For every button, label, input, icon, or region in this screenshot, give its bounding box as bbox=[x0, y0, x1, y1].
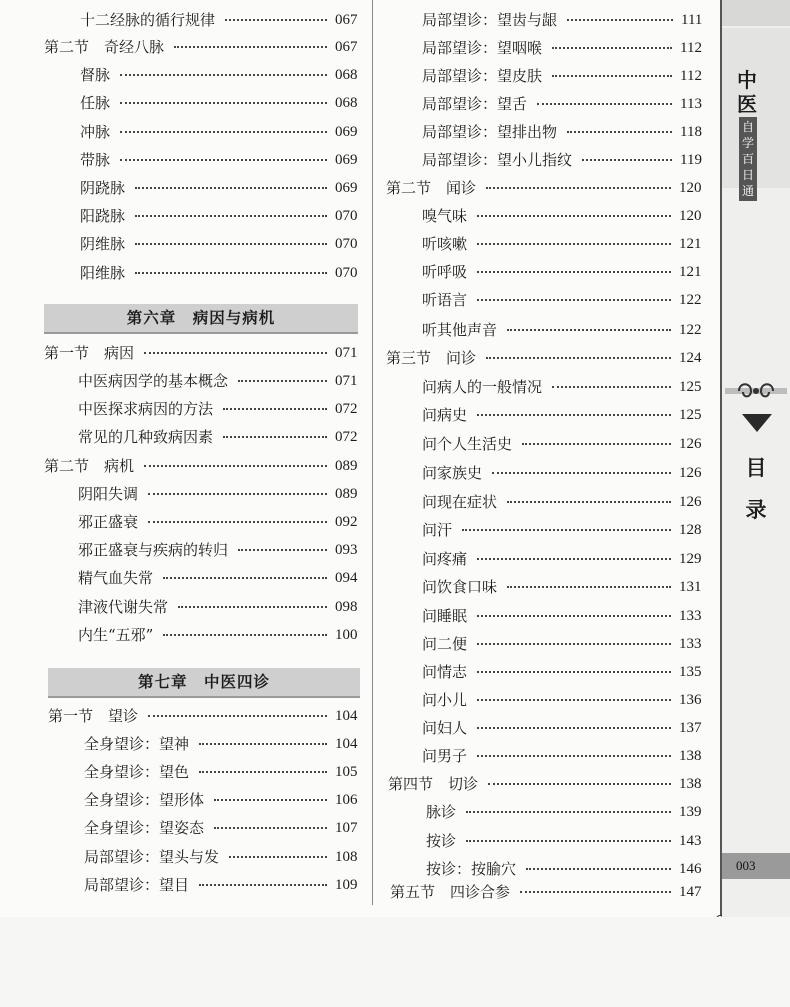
dot-leader bbox=[466, 840, 671, 842]
entry-page: 069 bbox=[335, 124, 358, 140]
entry-title: 听呼吸 bbox=[422, 263, 468, 281]
toc-entry bbox=[422, 403, 702, 427]
dot-leader bbox=[552, 75, 672, 77]
entry-page: 146 bbox=[679, 861, 702, 877]
toc-entry bbox=[426, 857, 702, 881]
entry-title: 第一节 病因 bbox=[44, 344, 135, 362]
toc-entry bbox=[422, 120, 702, 144]
entry-title: 脉诊 bbox=[426, 803, 457, 821]
entry-title: 阳跷脉 bbox=[80, 207, 126, 225]
dot-leader bbox=[144, 465, 327, 467]
dot-leader bbox=[488, 783, 671, 785]
entry-page: 069 bbox=[335, 152, 358, 168]
toc-entry bbox=[422, 318, 702, 342]
toc-entry bbox=[78, 425, 358, 449]
dot-leader bbox=[135, 272, 327, 274]
pointer-triangle-icon bbox=[742, 414, 772, 432]
entry-page: 120 bbox=[679, 208, 702, 224]
toc-entry bbox=[80, 91, 358, 115]
toc-entry bbox=[422, 604, 702, 628]
dot-leader bbox=[199, 743, 327, 745]
entry-title: 十二经脉的循行规律 bbox=[80, 11, 216, 29]
toc-entry bbox=[80, 176, 358, 200]
entry-page: 118 bbox=[680, 124, 702, 140]
entry-page: 111 bbox=[681, 12, 703, 28]
toc-entry bbox=[422, 632, 702, 656]
entry-title: 问二便 bbox=[422, 635, 468, 653]
series-subtitle bbox=[739, 117, 757, 201]
entry-page: 129 bbox=[679, 551, 702, 567]
dot-leader bbox=[135, 215, 327, 217]
entry-title: 邪正盛衰与疾病的转归 bbox=[78, 541, 229, 559]
toc-entry bbox=[390, 880, 702, 904]
toc-entry bbox=[78, 397, 358, 421]
toc-entry bbox=[422, 575, 702, 599]
entry-page: 122 bbox=[679, 292, 702, 308]
entry-title: 问家族史 bbox=[422, 464, 483, 482]
dot-leader bbox=[582, 159, 672, 161]
toc-entry bbox=[422, 490, 702, 514]
entry-page: 133 bbox=[679, 636, 702, 652]
entry-title: 第二节 闻诊 bbox=[386, 179, 477, 197]
entry-title: 局部望诊：望小儿指纹 bbox=[422, 151, 573, 169]
toc-entry bbox=[84, 760, 358, 784]
contents-char: 录 bbox=[745, 497, 767, 522]
dot-leader bbox=[223, 408, 327, 410]
dot-leader bbox=[199, 884, 327, 886]
entry-page: 139 bbox=[679, 804, 702, 820]
dot-leader bbox=[477, 727, 671, 729]
dot-leader bbox=[507, 586, 671, 588]
toc-entry bbox=[422, 64, 702, 88]
dot-leader bbox=[552, 386, 671, 388]
toc-entry bbox=[84, 873, 358, 897]
toc-entry bbox=[422, 260, 702, 284]
entry-page: 071 bbox=[335, 345, 358, 361]
entry-page: 108 bbox=[335, 849, 358, 865]
entry-page: 072 bbox=[335, 429, 358, 445]
toc-entry bbox=[80, 8, 358, 32]
entry-title: 常见的几种致病因素 bbox=[78, 428, 214, 446]
dot-leader bbox=[120, 102, 327, 104]
dot-leader bbox=[507, 501, 671, 503]
series-subtitle-text: 自学百日通 bbox=[742, 120, 755, 198]
contents-char: 目 bbox=[745, 455, 767, 480]
entry-title: 第四节 切诊 bbox=[388, 775, 479, 793]
entry-title: 局部望诊：望舌 bbox=[422, 95, 528, 113]
entry-title: 第二节 奇经八脉 bbox=[44, 38, 165, 56]
toc-entry bbox=[84, 732, 358, 756]
entry-page: 121 bbox=[679, 264, 702, 280]
entry-title: 精气血失常 bbox=[78, 569, 154, 587]
dot-leader bbox=[174, 46, 327, 48]
dot-leader bbox=[120, 131, 327, 133]
dot-leader bbox=[148, 521, 327, 523]
toc-entry bbox=[426, 800, 702, 824]
entry-page: 126 bbox=[679, 494, 702, 510]
toc-entry bbox=[422, 518, 702, 542]
entry-page: 094 bbox=[335, 570, 358, 586]
dot-leader bbox=[477, 558, 671, 560]
dot-leader bbox=[214, 827, 327, 829]
toc-entry bbox=[422, 288, 702, 312]
dot-leader bbox=[199, 771, 327, 773]
toc-entry bbox=[80, 63, 358, 87]
entry-title: 任脉 bbox=[80, 94, 111, 112]
toc-entry bbox=[422, 92, 702, 116]
entry-title: 邪正盛衰 bbox=[78, 513, 139, 531]
entry-page: 071 bbox=[335, 373, 358, 389]
dot-leader bbox=[238, 549, 327, 551]
entry-page: 128 bbox=[679, 522, 702, 538]
entry-title: 第五节 四诊合参 bbox=[390, 883, 511, 901]
toc-entry bbox=[422, 432, 702, 456]
toc-entry bbox=[48, 704, 358, 728]
dot-leader bbox=[477, 643, 671, 645]
toc-entry bbox=[78, 538, 358, 562]
entry-title: 督脉 bbox=[80, 66, 111, 84]
toc-entry bbox=[426, 829, 702, 853]
toc-entry bbox=[386, 176, 702, 200]
dot-leader bbox=[163, 634, 327, 636]
dot-leader bbox=[522, 443, 671, 445]
entry-page: 138 bbox=[679, 776, 702, 792]
toc-entry bbox=[84, 788, 358, 812]
entry-title: 听咳嗽 bbox=[422, 235, 468, 253]
toc-entry bbox=[78, 482, 358, 506]
dot-leader bbox=[225, 19, 327, 21]
entry-title: 问睡眠 bbox=[422, 607, 468, 625]
toc-entry bbox=[422, 375, 702, 399]
dot-leader bbox=[148, 715, 327, 717]
dot-leader bbox=[477, 755, 671, 757]
page-margin-bottom bbox=[0, 917, 790, 1007]
toc-entry bbox=[44, 35, 358, 59]
entry-page: 124 bbox=[679, 350, 702, 366]
entry-title: 听语言 bbox=[422, 291, 468, 309]
dot-leader bbox=[477, 299, 671, 301]
dot-leader bbox=[466, 811, 671, 813]
toc-entry bbox=[422, 148, 702, 172]
entry-title: 局部望诊：望目 bbox=[84, 876, 190, 894]
entry-title: 问疼痛 bbox=[422, 550, 468, 568]
entry-title: 按诊 bbox=[426, 832, 457, 850]
dot-leader bbox=[486, 357, 671, 359]
right-column bbox=[386, 0, 702, 917]
entry-page: 120 bbox=[679, 180, 702, 196]
entry-page: 069 bbox=[335, 180, 358, 196]
entry-page: 068 bbox=[335, 95, 358, 111]
entry-title: 冲脉 bbox=[80, 123, 111, 141]
entry-page: 112 bbox=[680, 68, 702, 84]
cloud-ornament-icon bbox=[722, 0, 790, 26]
entry-page: 067 bbox=[335, 39, 358, 55]
entry-page: 093 bbox=[335, 542, 358, 558]
entry-title: 阴阳失调 bbox=[78, 485, 139, 503]
toc-entry bbox=[78, 623, 358, 647]
entry-page: 122 bbox=[679, 322, 702, 338]
dot-leader bbox=[526, 868, 671, 870]
dot-leader bbox=[238, 380, 327, 382]
entry-page: 072 bbox=[335, 401, 358, 417]
entry-page: 104 bbox=[335, 736, 358, 752]
entry-page: 125 bbox=[679, 407, 702, 423]
entry-title: 中医探求病因的方法 bbox=[78, 400, 214, 418]
entry-page: 070 bbox=[335, 236, 358, 252]
dot-leader bbox=[477, 215, 671, 217]
entry-title: 阳维脉 bbox=[80, 264, 126, 282]
entry-page: 107 bbox=[335, 820, 358, 836]
entry-title: 津液代谢失常 bbox=[78, 598, 169, 616]
toc-entry bbox=[84, 816, 358, 840]
entry-title: 问现在症状 bbox=[422, 493, 498, 511]
toc-entry bbox=[422, 461, 702, 485]
entry-page: 070 bbox=[335, 265, 358, 281]
entry-title: 局部望诊：望齿与龈 bbox=[422, 11, 558, 29]
dot-leader bbox=[537, 103, 672, 105]
toc-entry bbox=[78, 595, 358, 619]
entry-page: 100 bbox=[335, 627, 358, 643]
entry-title: 第一节 望诊 bbox=[48, 707, 139, 725]
entry-page: 126 bbox=[679, 436, 702, 452]
toc-entry bbox=[78, 566, 358, 590]
entry-page: 070 bbox=[335, 208, 358, 224]
entry-title: 问病人的一般情况 bbox=[422, 378, 543, 396]
dot-leader bbox=[144, 352, 327, 354]
toc-entry bbox=[422, 660, 702, 684]
entry-page: 092 bbox=[335, 514, 358, 530]
entry-title: 问病史 bbox=[422, 406, 468, 424]
toc-entry bbox=[422, 204, 702, 228]
toc-entry bbox=[422, 688, 702, 712]
entry-page: 131 bbox=[679, 579, 702, 595]
dot-leader bbox=[477, 243, 671, 245]
toc-entry bbox=[422, 547, 702, 571]
dot-leader bbox=[567, 19, 673, 21]
dot-leader bbox=[520, 891, 671, 893]
chapter-title: 第七章 中医四诊 bbox=[137, 673, 270, 691]
entry-page: 126 bbox=[679, 465, 702, 481]
contents-label-1 bbox=[741, 452, 771, 482]
entry-title: 中医病因学的基本概念 bbox=[78, 372, 229, 390]
dot-leader bbox=[223, 436, 327, 438]
toc-entry bbox=[78, 510, 358, 534]
entry-title: 局部望诊：望咽喉 bbox=[422, 39, 543, 57]
toc-entry bbox=[78, 369, 358, 393]
toc-entry bbox=[80, 120, 358, 144]
entry-title: 第二节 病机 bbox=[44, 457, 135, 475]
entry-page: 106 bbox=[335, 792, 358, 808]
entry-title: 局部望诊：望头与发 bbox=[84, 848, 220, 866]
entry-page: 133 bbox=[679, 608, 702, 624]
entry-page: 135 bbox=[679, 664, 702, 680]
dot-leader bbox=[477, 414, 671, 416]
entry-title: 按诊：按腧穴 bbox=[426, 860, 517, 878]
dot-leader bbox=[229, 856, 327, 858]
dot-leader bbox=[507, 329, 671, 331]
entry-page: 112 bbox=[680, 40, 702, 56]
column-divider bbox=[372, 0, 373, 905]
chapter-title: 第六章 病因与病机 bbox=[126, 309, 276, 327]
contents-label-2 bbox=[741, 494, 771, 524]
dot-leader bbox=[178, 606, 327, 608]
entry-title: 问男子 bbox=[422, 747, 468, 765]
entry-title: 全身望诊：望神 bbox=[84, 735, 190, 753]
dot-leader bbox=[477, 699, 671, 701]
toc-entry bbox=[80, 232, 358, 256]
left-column bbox=[44, 0, 358, 917]
toc-entry bbox=[44, 341, 358, 365]
dot-leader bbox=[477, 271, 671, 273]
entry-page: 125 bbox=[679, 379, 702, 395]
entry-page: 109 bbox=[335, 877, 358, 893]
toc-entry bbox=[422, 744, 702, 768]
entry-page: 104 bbox=[335, 708, 358, 724]
dot-leader bbox=[477, 615, 671, 617]
entry-title: 阴维脉 bbox=[80, 235, 126, 253]
entry-title: 第三节 问诊 bbox=[386, 349, 477, 367]
page-number-text: 003 bbox=[736, 858, 756, 873]
entry-title: 问妇人 bbox=[422, 719, 468, 737]
entry-page: 143 bbox=[679, 833, 702, 849]
dot-leader bbox=[214, 799, 327, 801]
entry-page: 119 bbox=[680, 152, 702, 168]
entry-title: 问汗 bbox=[422, 521, 453, 539]
entry-page: 098 bbox=[335, 599, 358, 615]
entry-title: 问个人生活史 bbox=[422, 435, 513, 453]
toc-entry bbox=[422, 716, 702, 740]
entry-page: 138 bbox=[679, 748, 702, 764]
dot-leader bbox=[486, 187, 671, 189]
toc-entry bbox=[80, 261, 358, 285]
entry-page: 121 bbox=[679, 236, 702, 252]
dot-leader bbox=[120, 159, 327, 161]
toc-entry bbox=[44, 454, 358, 478]
entry-page: 089 bbox=[335, 458, 358, 474]
entry-page: 113 bbox=[680, 96, 702, 112]
dot-leader bbox=[120, 74, 327, 76]
entry-title: 局部望诊：望排出物 bbox=[422, 123, 558, 141]
dot-leader bbox=[567, 131, 672, 133]
chapter-heading-6 bbox=[44, 304, 358, 334]
page-number bbox=[722, 853, 790, 879]
entry-page: 136 bbox=[679, 692, 702, 708]
entry-title: 全身望诊：望色 bbox=[84, 763, 190, 781]
toc-entry bbox=[386, 346, 702, 370]
entry-title: 听其他声音 bbox=[422, 321, 498, 339]
toc-entry bbox=[422, 8, 702, 32]
entry-title: 阴跷脉 bbox=[80, 179, 126, 197]
entry-title: 问小儿 bbox=[422, 691, 468, 709]
dot-leader bbox=[492, 472, 671, 474]
dot-leader bbox=[163, 577, 327, 579]
toc-entry bbox=[388, 772, 702, 796]
chapter-heading-7 bbox=[48, 668, 360, 698]
toc-entry bbox=[80, 148, 358, 172]
dot-leader bbox=[135, 187, 327, 189]
entry-page: 068 bbox=[335, 67, 358, 83]
dot-leader bbox=[148, 493, 327, 495]
dot-leader bbox=[477, 671, 671, 673]
entry-title: 问情志 bbox=[422, 663, 468, 681]
entry-page: 147 bbox=[679, 884, 702, 900]
entry-title: 嗅气味 bbox=[422, 207, 468, 225]
toc-entry bbox=[422, 232, 702, 256]
toc-entry bbox=[80, 204, 358, 228]
entry-title: 全身望诊：望形体 bbox=[84, 791, 205, 809]
dot-leader bbox=[552, 47, 672, 49]
dot-leader bbox=[135, 243, 327, 245]
toc-entry bbox=[84, 845, 358, 869]
entry-page: 137 bbox=[679, 720, 702, 736]
entry-title: 内生“五邪” bbox=[78, 626, 154, 644]
series-title-text: 中医 bbox=[737, 68, 757, 116]
entry-page: 105 bbox=[335, 764, 358, 780]
dot-leader bbox=[462, 529, 671, 531]
entry-page: 089 bbox=[335, 486, 358, 502]
entry-title: 问饮食口味 bbox=[422, 578, 498, 596]
toc-entry bbox=[422, 36, 702, 60]
scroll-ornament-icon bbox=[725, 376, 787, 406]
entry-title: 局部望诊：望皮肤 bbox=[422, 67, 543, 85]
entry-title: 全身望诊：望姿态 bbox=[84, 819, 205, 837]
series-title bbox=[736, 68, 758, 116]
entry-page: 067 bbox=[335, 12, 358, 28]
entry-title: 带脉 bbox=[80, 151, 111, 169]
